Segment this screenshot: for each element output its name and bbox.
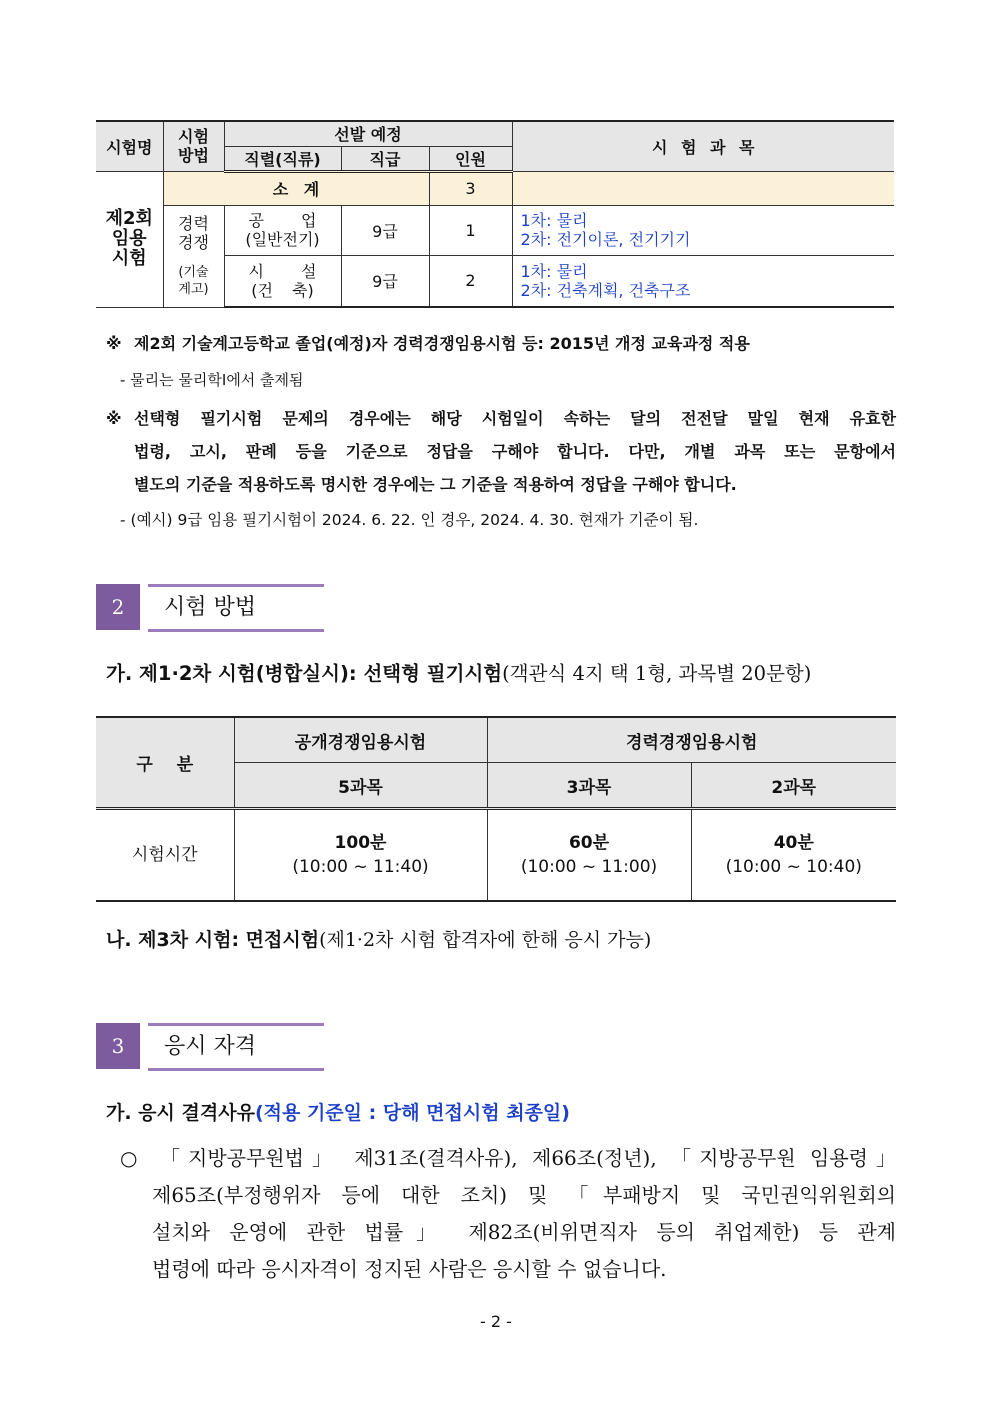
header-subject-count: 2과목 — [691, 763, 896, 809]
series-cell — [224, 205, 341, 255]
section-title: 응시 자격 — [148, 1023, 324, 1071]
paragraph-criteria: (적용 기준일 : 당해 면접시험 최종일) — [254, 1102, 570, 1124]
bullet-text: 제65조(부정행위자 등에 대한 조치) 및 「부패방지 및 국민권익위원회의 — [152, 1183, 896, 1207]
series-cell — [224, 255, 341, 307]
page-number: - 2 - — [480, 1312, 512, 1331]
paragraph-heading: 나. 제3차 시험: 면접시험 — [106, 929, 320, 951]
subjects-cell — [512, 255, 894, 307]
note-sub: - 물리는 물리학Ⅰ에서 출제됨 — [120, 371, 304, 389]
header-selection: 선발 예정 — [224, 121, 512, 146]
note-sub: - (예시) 9급 임용 필기시험이 2024. 6. 22. 인 경우, 2024. 4. 30. 현재가 기준이 됨. — [120, 511, 699, 529]
duration: 60분 — [568, 833, 610, 853]
paragraph-heading: 가. 제1·2차 시험(병합실시): 선택형 필기시험 — [106, 662, 503, 685]
paragraph-heading: 가. 응시 결격사유 — [106, 1102, 255, 1124]
header-subjects: 시 험 과 목 — [512, 121, 894, 171]
time-range: (10:00 ~ 11:40) — [292, 857, 429, 877]
subject-line: 2차: 건축계획, 건축구조 — [520, 280, 691, 300]
time-range: (10:00 ~ 11:00) — [520, 857, 658, 877]
method-main: 경력 경쟁 — [178, 214, 209, 252]
bullet-text: 설치와 운영에 관한 법률」 제82조(비위면직자 등의 취업제한) 등 관계 — [152, 1220, 896, 1244]
count-cell: 2 — [429, 255, 512, 307]
bullet-text: 법령에 따라 응시자격이 정지된 사람은 응시할 수 없습니다. — [152, 1257, 667, 1281]
paragraph-interview — [106, 925, 651, 952]
subject-line: 1차: 물리 — [520, 261, 588, 281]
exam-time-cell — [487, 809, 691, 902]
bullet-mark: ○ — [120, 1146, 138, 1170]
reference-mark: ※ — [106, 334, 122, 353]
subtotal-label: 소 계 — [163, 171, 429, 205]
grade-cell: 9급 — [341, 205, 429, 255]
subject-line: 2차: 전기이론, 전기기기 — [520, 230, 691, 249]
row-label: 시험시간 — [96, 809, 234, 902]
bullet-paragraph — [120, 1140, 896, 1288]
header-open-competition: 공개경쟁임용시험 — [234, 717, 487, 763]
section-title: 시험 방법 — [148, 584, 324, 632]
note-text: 제2회 기술계고등학교 졸업(예정)자 경력경쟁임용시험 등: 2015년 개정 교육과정 적용 — [134, 334, 750, 353]
paragraph-disqualification — [106, 1098, 570, 1125]
exam-time-table — [96, 716, 896, 902]
series-line1: 시 설 — [248, 261, 333, 281]
exam-time-cell — [691, 809, 896, 902]
paragraph-detail: (객관식 4지 택 1형, 과목별 20문항) — [502, 662, 812, 685]
recruitment-table — [96, 120, 894, 308]
header-subject-count: 5과목 — [234, 763, 487, 809]
series-line1: 공 업 — [248, 211, 333, 230]
duration: 100분 — [334, 833, 387, 853]
note-text: 선택형 필기시험 문제의 경우에는 해당 시험일이 속하는 달의 전전달 말일 현재 유효한 — [134, 409, 896, 428]
exam-name-cell: 제2회 임용 시험 — [96, 171, 163, 307]
note-text: 별도의 기준을 적용하도록 명시한 경우에는 그 기준을 적용하여 정답을 구해야 합니다. — [134, 475, 737, 494]
header-method: 시험 방법 — [163, 121, 224, 171]
series-line2: (건 축) — [251, 280, 314, 300]
header-count: 인원 — [429, 146, 512, 171]
header-grade: 직급 — [341, 146, 429, 171]
note-text: 법령, 고시, 판례 등을 기준으로 정답을 구해야 합니다. 다만, 개별 과목 또는 문항에서 — [134, 442, 896, 461]
header-career-competition: 경력경쟁임용시험 — [487, 717, 896, 763]
header-category: 구 분 — [96, 717, 234, 809]
exam-time-cell — [234, 809, 487, 902]
subjects-cell — [512, 205, 894, 255]
section-number: 2 — [96, 584, 140, 630]
grade-cell: 9급 — [341, 255, 429, 307]
bullet-text: 「지방공무원법」 제31조(결격사유), 제66조(정년), 「지방공무원 임용령」 — [152, 1146, 896, 1170]
section-number: 3 — [96, 1023, 140, 1069]
header-subject-count: 3과목 — [487, 763, 691, 809]
time-range: (10:00 ~ 10:40) — [725, 857, 862, 877]
header-series: 직렬(직류) — [224, 146, 341, 171]
header-exam-name: 시험명 — [96, 121, 163, 171]
duration: 40분 — [773, 833, 814, 853]
method-sub: (기술 계고) — [178, 265, 209, 297]
subtotal-count: 3 — [429, 171, 512, 205]
paragraph-detail: (제1·2차 시험 합격자에 한해 응시 가능) — [319, 929, 652, 951]
note-curriculum — [106, 331, 896, 354]
count-cell: 1 — [429, 205, 512, 255]
note-legal-basis — [106, 402, 896, 501]
paragraph-written-exam — [106, 658, 811, 686]
subject-line: 1차: 물리 — [520, 211, 588, 230]
method-cell — [163, 205, 224, 307]
subtotal-empty — [512, 171, 894, 205]
series-line2: (일반전기) — [245, 230, 320, 249]
reference-mark: ※ — [106, 409, 122, 428]
